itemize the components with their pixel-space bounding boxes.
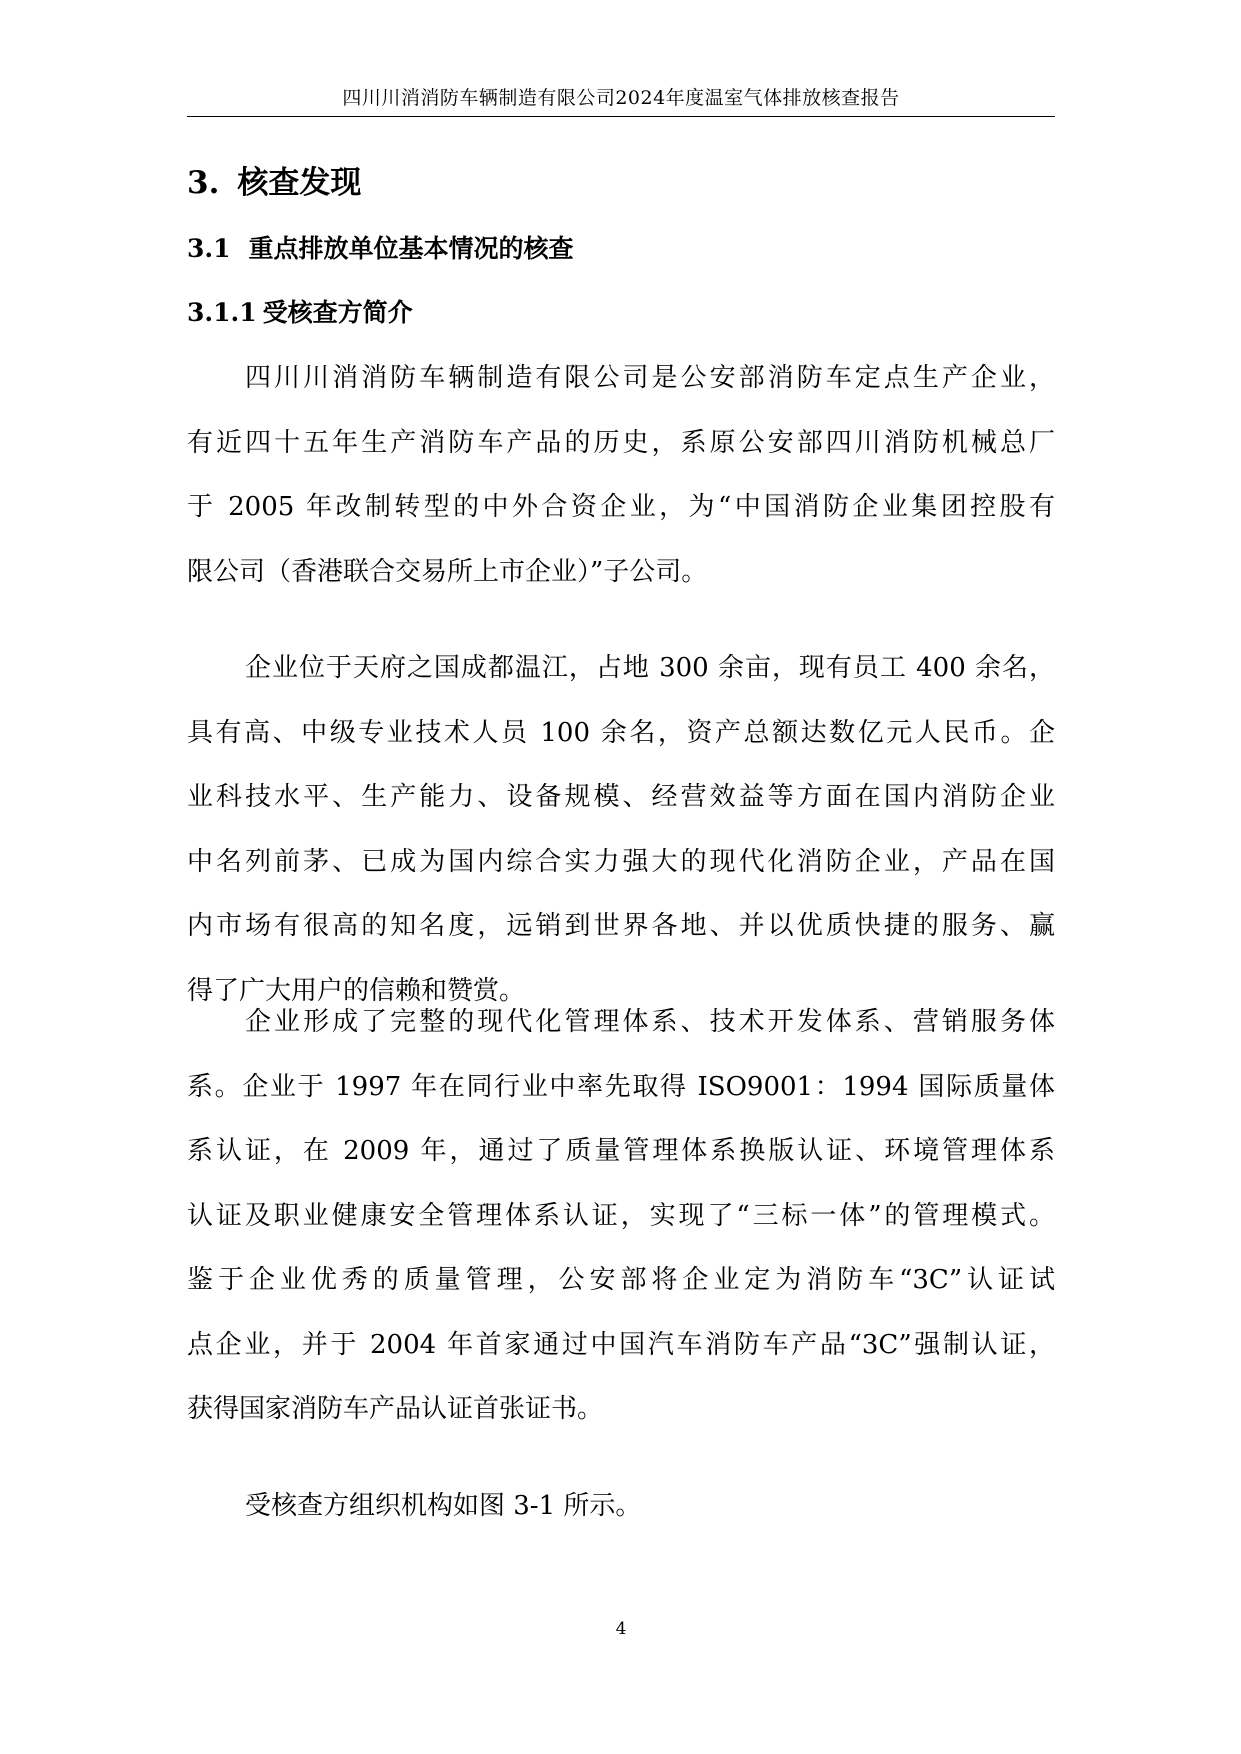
paragraph-line: 认证及职业健康安全管理体系认证，实现了“三标一体”的管理模式。: [187, 1200, 1055, 1231]
subsection-title: 重点排放单位基本情况的核查: [248, 234, 574, 263]
paragraph-line: 企业形成了完整的现代化管理体系、技术开发体系、营销服务体: [245, 1007, 1055, 1037]
subsection-number: 3.1: [187, 234, 231, 263]
paragraph-line: 受核查方组织机构如图 3-1 所示。: [245, 1491, 642, 1521]
section-heading: [187, 163, 361, 203]
section-title: 核查发现: [237, 165, 362, 201]
paragraph-line: 企业位于天府之国成都温江，占地 300 余亩，现有员工 400 余名，: [245, 653, 1055, 683]
paragraph-line: 系认证，在 2009 年，通过了质量管理体系换版认证、环境管理体系: [187, 1136, 1055, 1166]
subsection-heading: [187, 232, 574, 266]
paragraph-line: 系。企业于 1997 年在同行业中率先取得 ISO9001：1994 国际质量体: [187, 1071, 1055, 1102]
paragraph-line: 点企业，并于 2004 年首家通过中国汽车消防车产品“3C”强制认证，: [187, 1329, 1055, 1360]
paragraph-line: 具有高、中级专业技术人员 100 余名，资产总额达数亿元人民币。企: [187, 717, 1055, 748]
paragraph-management-systems: [187, 990, 1055, 1442]
paragraph-line: 限公司（香港联合交易所上市企业）”子公司。: [187, 556, 708, 587]
header-rule: [187, 116, 1055, 117]
paragraph-line: 获得国家消防车产品认证首张证书。: [187, 1394, 604, 1424]
paragraph-line: 内市场有很高的知名度，远销到世界各地、并以优质快捷的服务、赢: [187, 911, 1055, 941]
page-header: 四川川消消防车辆制造有限公司2024年度温室气体排放核查报告: [342, 87, 900, 109]
subsubsection-heading: [187, 296, 413, 330]
page-number: 4: [615, 1619, 627, 1639]
paragraph-line: 有近四十五年生产消防车产品的历史，系原公安部四川消防机械总厂: [187, 427, 1055, 458]
subsubsection-number: 3.1.1: [187, 298, 257, 327]
section-number: 3.: [187, 165, 220, 201]
paragraph-line: 得了广大用户的信赖和赞赏。: [187, 975, 526, 1006]
paragraph-company-intro: [187, 346, 1055, 604]
paragraph-line: 业科技水平、生产能力、设备规模、经营效益等方面在国内消防企业: [187, 782, 1055, 812]
paragraph-line: 四川川消消防车辆制造有限公司是公安部消防车定点生产企业，: [245, 363, 1055, 393]
subsubsection-title: 受核查方简介: [262, 298, 413, 327]
paragraph-line: 于 2005 年改制转型的中外合资企业，为“中国消防企业集团控股有: [187, 492, 1055, 522]
paragraph-line: 中名列前茅、已成为国内综合实力强大的现代化消防企业，产品在国: [187, 846, 1055, 877]
paragraph-org-structure-ref: [187, 1474, 1055, 1539]
paragraph-line: 鉴于企业优秀的质量管理，公安部将企业定为消防车“3C”认证试: [187, 1265, 1055, 1295]
paragraph-company-scale: [187, 636, 1055, 1023]
